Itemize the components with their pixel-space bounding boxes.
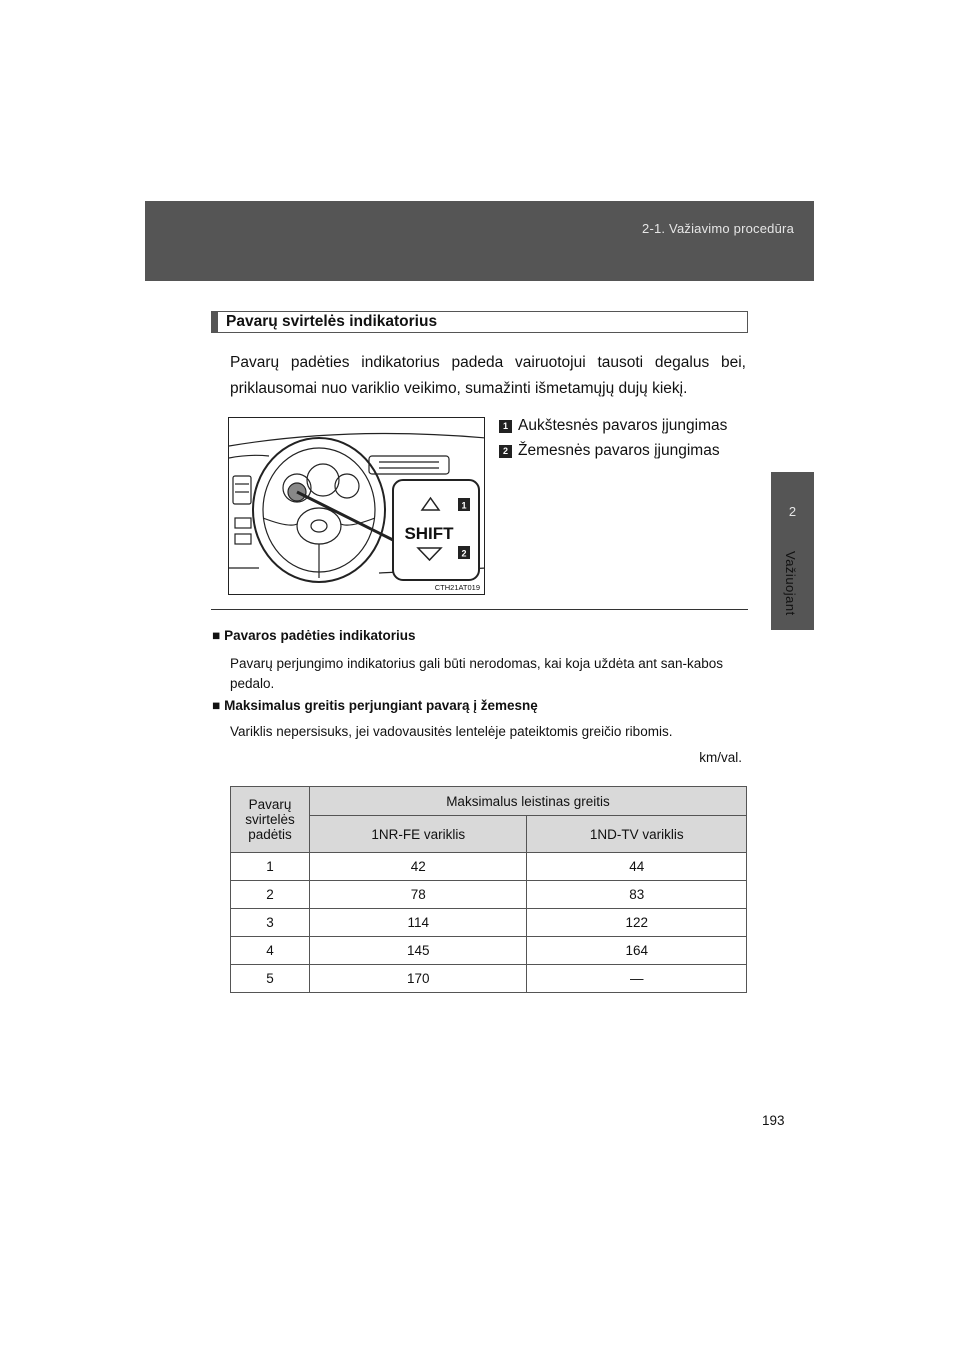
cell-1nr: 42: [309, 853, 527, 881]
table-row: [231, 909, 747, 937]
callout-number-badge: 1: [499, 420, 512, 433]
section-divider: [211, 609, 748, 610]
cell-1nr: 114: [309, 909, 527, 937]
title-bar: [212, 312, 218, 332]
header-engine-1nr: 1NR-FE variklis: [309, 816, 527, 853]
chapter-number: 2: [788, 504, 797, 519]
callout-1: [499, 416, 727, 436]
section-title-text: Pavarų svirtelės indikatorius: [226, 313, 438, 330]
shift-label: SHIFT: [404, 524, 454, 543]
note-title: [212, 628, 415, 643]
svg-text:1: 1: [461, 500, 467, 511]
steering-wheel-illustration: [228, 417, 485, 595]
cell-1nr: 170: [309, 965, 527, 993]
cell-1nd: 164: [527, 937, 747, 965]
callout-text: Aukštesnės pavaros įjungimas: [518, 417, 728, 434]
table-row: [231, 965, 747, 993]
cell-position: 3: [231, 909, 310, 937]
header-max-speed: Maksimalus leistinas greitis: [309, 787, 746, 816]
intro-paragraph: Pavarų padėties indikatorius padeda vairuotojui tausoti degalus bei, priklausomai nuo variklio veikimo, sumažinti išmetamųjų dujų kiekį.: [230, 354, 746, 397]
cell-position: 1: [231, 853, 310, 881]
header-band: [145, 201, 814, 281]
cell-position: 2: [231, 881, 310, 909]
cell-1nd: 122: [527, 909, 747, 937]
cell-1nr: 145: [309, 937, 527, 965]
page-number: 193: [762, 1113, 785, 1128]
cell-1nd: 44: [527, 853, 747, 881]
cell-position: 4: [231, 937, 310, 965]
table-row: [231, 881, 747, 909]
callout-number-badge: 2: [499, 445, 512, 458]
cell-1nr: 78: [309, 881, 527, 909]
square-bullet-icon: ■: [212, 628, 221, 643]
note-title-text: Pavaros padėties indikatorius: [224, 628, 416, 643]
cell-position: 5: [231, 965, 310, 993]
header-lever-position: Pavarų svirtelės padėtis: [231, 787, 310, 853]
note-body: Pavarų perjungimo indikatorius gali būti nerodomas, kai koja uždėta ant san-kabos pedalo.: [230, 656, 724, 691]
table-row: [231, 853, 747, 881]
table-row: [231, 937, 747, 965]
header-section-label: 2-1. Važiavimo procedūra: [642, 221, 794, 236]
callout-2: [499, 441, 720, 461]
section-title: [211, 311, 748, 333]
table-unit: km/val.: [699, 750, 742, 765]
chapter-label: Važiuojant: [783, 551, 798, 616]
figure-caption: CTH21AT019: [434, 583, 480, 592]
square-bullet-icon: ■: [212, 698, 221, 713]
note-title: [212, 698, 538, 713]
cell-1nd: —: [527, 965, 747, 993]
cell-1nd: 83: [527, 881, 747, 909]
dashboard-drawing: [229, 418, 485, 595]
header-engine-1nd: 1ND-TV variklis: [527, 816, 747, 853]
svg-text:2: 2: [461, 548, 467, 559]
note-body: Variklis nepersisuks, jei vadovausitės lentelėje pateiktomis greičio ribomis.: [230, 724, 673, 739]
note-title-text: Maksimalus greitis perjungiant pavarą į žemesnę: [224, 698, 538, 713]
speed-table: [230, 786, 747, 993]
callout-text: Žemesnės pavaros įjungimas: [518, 442, 720, 459]
